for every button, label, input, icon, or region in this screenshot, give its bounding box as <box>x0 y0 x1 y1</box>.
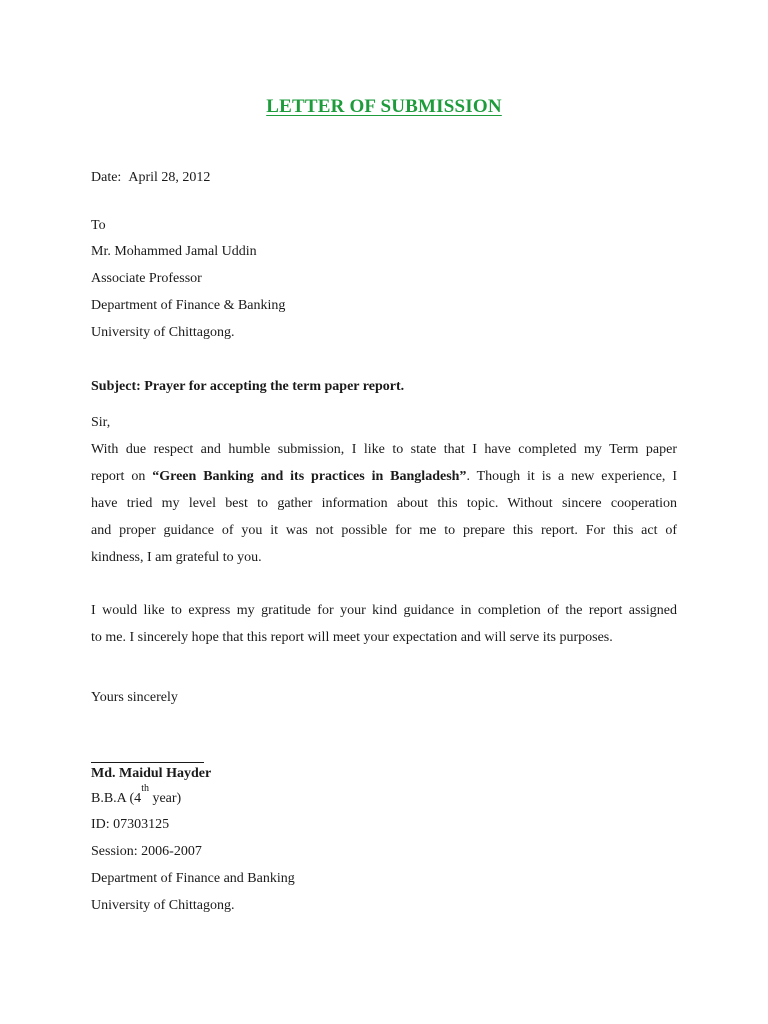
body1-line-3: have tried my level best to gather information about this topic. Without sincere cooperation <box>91 496 677 511</box>
salutation: Sir, <box>91 415 111 430</box>
body1-line-1: With due respect and humble submission, I like to state that I have completed my Term paper <box>91 442 677 457</box>
report-title: “Green Banking and its practices in Bangladesh” <box>152 469 467 484</box>
page-title: LETTER OF SUBMISSION <box>266 96 502 117</box>
date-line <box>91 170 210 186</box>
sender-program-sup: th <box>141 783 149 794</box>
body2-line-1: I would like to express my gratitude for your kind guidance in completion of the report assigned <box>91 603 677 618</box>
body1-line-2-post: . Though it is a new experience, I <box>466 469 677 484</box>
sender-department: Department of Finance and Banking <box>91 871 295 886</box>
subject-line: Subject: Prayer for accepting the term paper report. <box>91 379 405 394</box>
body2-line-2: to me. I sincerely hope that this report will meet your expectation and will serve its purposes. <box>91 630 613 645</box>
date-label: Date: <box>91 170 122 185</box>
closing: Yours sincerely <box>91 690 178 705</box>
sender-session: Session: 2006-2007 <box>91 844 202 859</box>
recipient-designation: Associate Professor <box>91 271 202 286</box>
body1-line-4: and proper guidance of you it was not possible for me to prepare this report. For this act of <box>91 523 677 538</box>
body-paragraph-2 <box>91 597 677 651</box>
sender-program <box>91 783 182 807</box>
sender-name: Md. Maidul Hayder <box>91 766 212 781</box>
body1-line-2 <box>91 463 677 490</box>
sender-program-post: year) <box>148 791 182 806</box>
recipient-department: Department of Finance & Banking <box>91 298 286 313</box>
recipient-name: Mr. Mohammed Jamal Uddin <box>91 244 257 259</box>
recipient-university: University of Chittagong. <box>91 325 235 340</box>
sender-id: ID: 07303125 <box>91 817 170 832</box>
date-value: April 28, 2012 <box>128 170 211 185</box>
sender-university: University of Chittagong. <box>91 898 235 913</box>
recipient-to: To <box>91 218 106 233</box>
body-paragraph-1 <box>91 436 677 571</box>
body1-line-2-pre: report on <box>91 469 153 484</box>
sender-program-pre: B.B.A (4 <box>91 791 142 806</box>
signature-line <box>91 762 204 763</box>
body1-line-5: kindness, I am grateful to you. <box>91 550 262 565</box>
